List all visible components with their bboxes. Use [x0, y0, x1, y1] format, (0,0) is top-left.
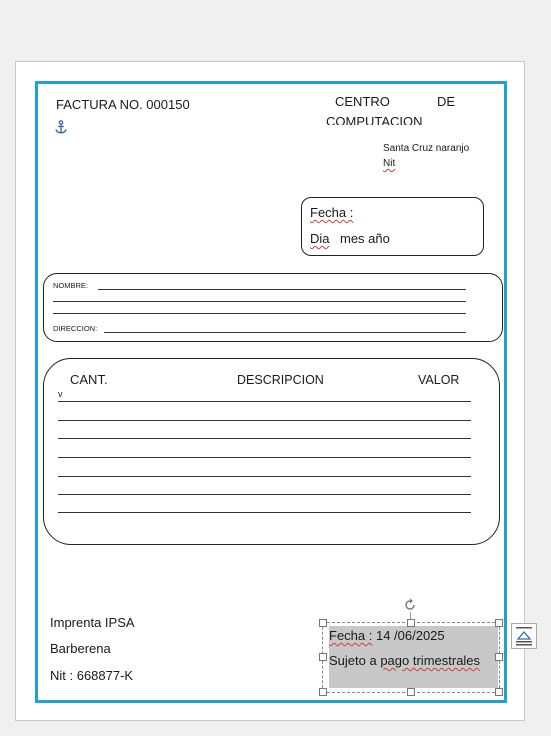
resize-handle-top-right[interactable]: [495, 619, 503, 627]
resize-handle-bottom[interactable]: [407, 688, 415, 696]
printer-name: Imprenta IPSA: [50, 615, 135, 630]
layout-options-button[interactable]: [511, 623, 537, 649]
resize-handle-left[interactable]: [319, 653, 327, 661]
location-text: Santa Cruz naranjo: [383, 143, 470, 154]
item-line-7: [58, 512, 471, 513]
footer-date-label: Fecha :: [329, 628, 373, 643]
col-value-header: VALOR: [418, 373, 460, 387]
footer-note[interactable]: [329, 653, 480, 668]
resize-handle-bottom-right[interactable]: [495, 688, 503, 696]
printer-city: Barberena: [50, 641, 111, 656]
resize-handle-bottom-left[interactable]: [319, 688, 327, 696]
client-address-label: DIRECCION:: [53, 324, 98, 333]
col-desc-header: DESCRIPCION: [237, 373, 324, 387]
item-line-2: [58, 420, 471, 421]
item-line-4: [58, 457, 471, 458]
item-line-5: [58, 476, 471, 477]
footer-note-word: pago trimestrales: [380, 653, 481, 668]
nit-label: Nit: [383, 158, 396, 169]
date-box-label: Fecha :: [310, 205, 354, 220]
resize-handle-top[interactable]: [407, 619, 415, 627]
date-box-month-year: mes año: [340, 231, 390, 246]
client-line-2: [53, 301, 466, 302]
resize-handle-right[interactable]: [495, 653, 503, 661]
col-qty-header: CANT.: [70, 372, 108, 387]
invoice-number: FACTURA NO. 000150: [56, 97, 190, 112]
layout-options-icon: [512, 624, 536, 648]
client-address-line: [104, 332, 466, 333]
date-box-day: Dia: [310, 231, 330, 246]
item-line-3: [58, 438, 471, 439]
item-line-6: [58, 494, 471, 495]
center-title-line2: COMPUTACION: [326, 114, 423, 125]
anchor-icon[interactable]: [54, 120, 68, 134]
footer-date-value: 14 /06/2025: [372, 628, 445, 643]
printer-nit: Nit : 668877-K: [50, 668, 134, 683]
client-name-label: NOMBRE:: [53, 281, 89, 290]
col-qty-subtext: v: [58, 389, 63, 399]
rotate-handle-icon[interactable]: [403, 598, 417, 612]
resize-handle-top-left[interactable]: [319, 619, 327, 627]
client-line-3: [53, 313, 466, 314]
footer-date[interactable]: [329, 628, 445, 643]
center-title-word1: CENTRO: [335, 94, 390, 109]
item-line-1: [58, 401, 471, 402]
client-name-line: [98, 289, 466, 290]
center-title-word2: DE: [437, 94, 456, 109]
footer-note-prefix: Sujeto a: [329, 653, 381, 668]
